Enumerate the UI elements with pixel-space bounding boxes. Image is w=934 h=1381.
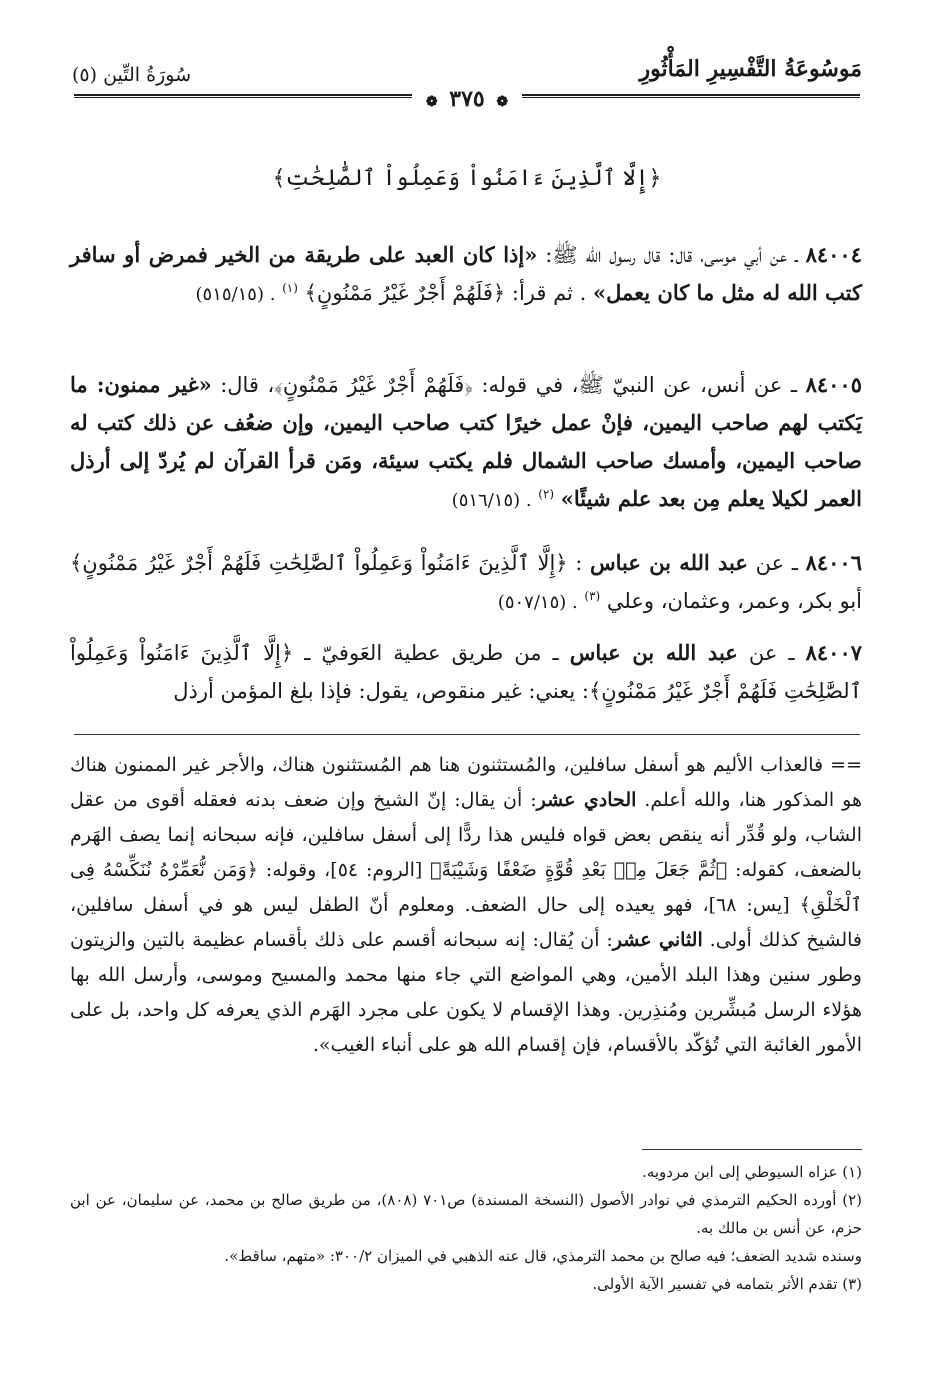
entry-bold: «غير ممنون: ما يَكتب لهم صاحب اليمين، فإنْ عمل خيرًا كتب صاحب اليمين، وإن ضعُف عن ذلك كتب له صاحب اليمين، وأمسك صاحب الشمال فلم يكتب سيئة، ومَن قرأ القرآن لم يُردّ إلى أرذل العمر لكيلا يعلم مِن بعد علم شيئًا» — [70, 372, 862, 511]
entry-bold: «إذا كان العبد على طريقة من الخير فمرض أو سافر كتب الله له مثل ما كان يعمل» — [70, 242, 862, 305]
entry-number: ٨٤٠٠٤ — [805, 242, 862, 267]
footnote-marker: (١) — [282, 281, 298, 295]
entry-tail: : ﴿إِلَّا ٱلَّذِينَ ءَامَنُواْ وَعَمِلُواْ ٱلصَّٰلِحَٰتِ فَلَهُمْ أَجْرٌ غَيْرُ مَمْنُونٍ﴾ أبو بكر، وعمر، وعثمان، وعلي — [70, 551, 862, 613]
entry-ref: . (٥٠٧/١٥) — [497, 592, 578, 613]
ornament-icon: ❁ — [425, 94, 438, 110]
page-number-value: ٣٧٥ — [449, 86, 485, 112]
entry-lead: ـ عن أنس، عن النبيّ ﷺ، في قوله: ﴿فَلَهُمْ أَجْرٌ غَيْرُ مَمْنُونٍ﴾، قال: — [211, 373, 798, 397]
commentary-text: == فالعذاب الأليم هو أسفل سافلين، والمُستثنون هنا هم المُستثنون هناك، والأجر غير الممنون هناك هو المذكور هنا، والله أعلم. — [70, 754, 862, 811]
entry-ref: . (٥١٦/١٥) — [451, 490, 532, 511]
commentary-heading: الثاني عشر — [612, 929, 703, 951]
footnote: (٢) أورده الحكيم الترمذي في نوادر الأصول (النسخة المسندة) ص٧٠١ (٨٠٨)، من طريق صالح بن محمد، عن سليمان، عن ابن حزم، عن أنس بن مالك به. — [70, 1191, 863, 1237]
footnote-divider — [642, 1149, 862, 1150]
page-number-wrap — [0, 86, 934, 112]
commentary — [70, 748, 862, 1063]
entry-number: ٨٤٠٠٧ — [805, 640, 863, 665]
entry-bold: عبد الله بن عباس — [590, 550, 748, 575]
page-number — [412, 86, 522, 112]
entry — [70, 634, 862, 712]
entry — [70, 544, 862, 622]
entry-lead: ـ عن — [747, 551, 798, 575]
entry-number: ٨٤٠٠٥ — [805, 372, 862, 397]
entry-lead: ـ عن أبي موسى، قال: قال رسول الله ﷺ: — [537, 243, 798, 267]
commentary-text: : أن يُقال: إنه سبحانه أقسم على ذلك بأقسام عظيمة بالتين والزيتون وطور سنين وهذا البلد الأمين، وهي المواضع التي جاء منها محمد والمسيح وموسى، وأرسل الله بها هؤلاء الرسل مُبشِّرين ومُنذِرين. وهذا الإقسام لا يكون على مجرد الهَرم الذي يعرفه كل واحد، بل على الأمور الغائبة التي تُؤكّد بالأقسام، فإن إقسام الله هو على أنباء الغيب». — [70, 929, 862, 1056]
entry-lead: ـ عن — [737, 641, 795, 665]
entry — [70, 236, 862, 314]
commentary-text: : أن يقال: إنّ الشيخ وإن ضعف بدنه فعقله أقوى من عقل الشاب، ولو قُدِّر أنه ينقص بعض قواه فليس هذا ردًّا إلى أسفل سافلين، فإنه سبحانه إنما يصف الهَرم بالضعف، كقوله: ﴿ثُمَّ جَعَلَ مِنۢ بَعْدِ قُوَّةٍ ضَعْفًا وَشَيْبَةً﴾ [الروم: ٥٤]، وقوله: ﴿وَمَن نُّعَمِّرْهُ نُنَكِّسْهُ فِى ٱلْخَلْقِ﴾ [يس: ٦٨]، فهو يعيده إلى حال الضعف. ومعلوم أنّ الطفل ليس هو في أسفل سافلين، فالشيخ كذلك أولى. — [70, 789, 863, 951]
entry-bold: عبد الله بن عباس — [569, 640, 738, 665]
footnote: (٣) تقدم الأثر بتمامه في تفسير الآية الأولى. — [592, 1275, 862, 1293]
footnote: (١) عزاه السيوطي إلى ابن مردويه. — [642, 1163, 862, 1181]
entry-number: ٨٤٠٠٦ — [805, 550, 862, 575]
footnote: وسنده شديد الضعف؛ فيه صالح بن محمد الترمذي، قال عنه الذهبي في الميزان ٣٠٠/٢: «متهم، ساقط». — [224, 1247, 862, 1265]
section-divider — [74, 734, 860, 735]
footnote-marker: (٢) — [538, 487, 555, 501]
ornament-icon: ❁ — [496, 94, 509, 110]
footnotes — [70, 1158, 862, 1298]
entry — [70, 366, 862, 520]
book-title: مَوسُوعَةُ التَّفْسِيرِ المَأْثُورِ — [639, 56, 862, 82]
surah-label: سُورَةُ التِّين (٥) — [72, 64, 191, 86]
entry-tail: ـ من طريق عطية العَوفيّ ـ ﴿إِلَّا ٱلَّذِينَ ءَامَنُواْ وَعَمِلُواْ ٱلصَّٰلِحَٰتِ فَلَهُمْ أَجْرٌ غَيْرُ مَمْنُونٍ﴾: يعني: غير منقوص، يقول: فإذا بلغ المؤمن أرذل — [70, 641, 862, 703]
ayah-heading: ﴿إِلَّا ٱلَّذِينَ ءَامَنُواْ وَعَمِلُواْ ٱلصَّٰلِحَٰتِ﴾ — [272, 166, 662, 191]
entry-ref: . (٥١٥/١٥) — [195, 284, 276, 305]
commentary-heading: الحادي عشر — [536, 789, 637, 811]
footnote-marker: (٣) — [584, 589, 601, 603]
entry-tail: . ثم قرأ: ﴿فَلَهُمْ أَجْرٌ غَيْرُ مَمْنُونٍ﴾ — [304, 281, 587, 305]
